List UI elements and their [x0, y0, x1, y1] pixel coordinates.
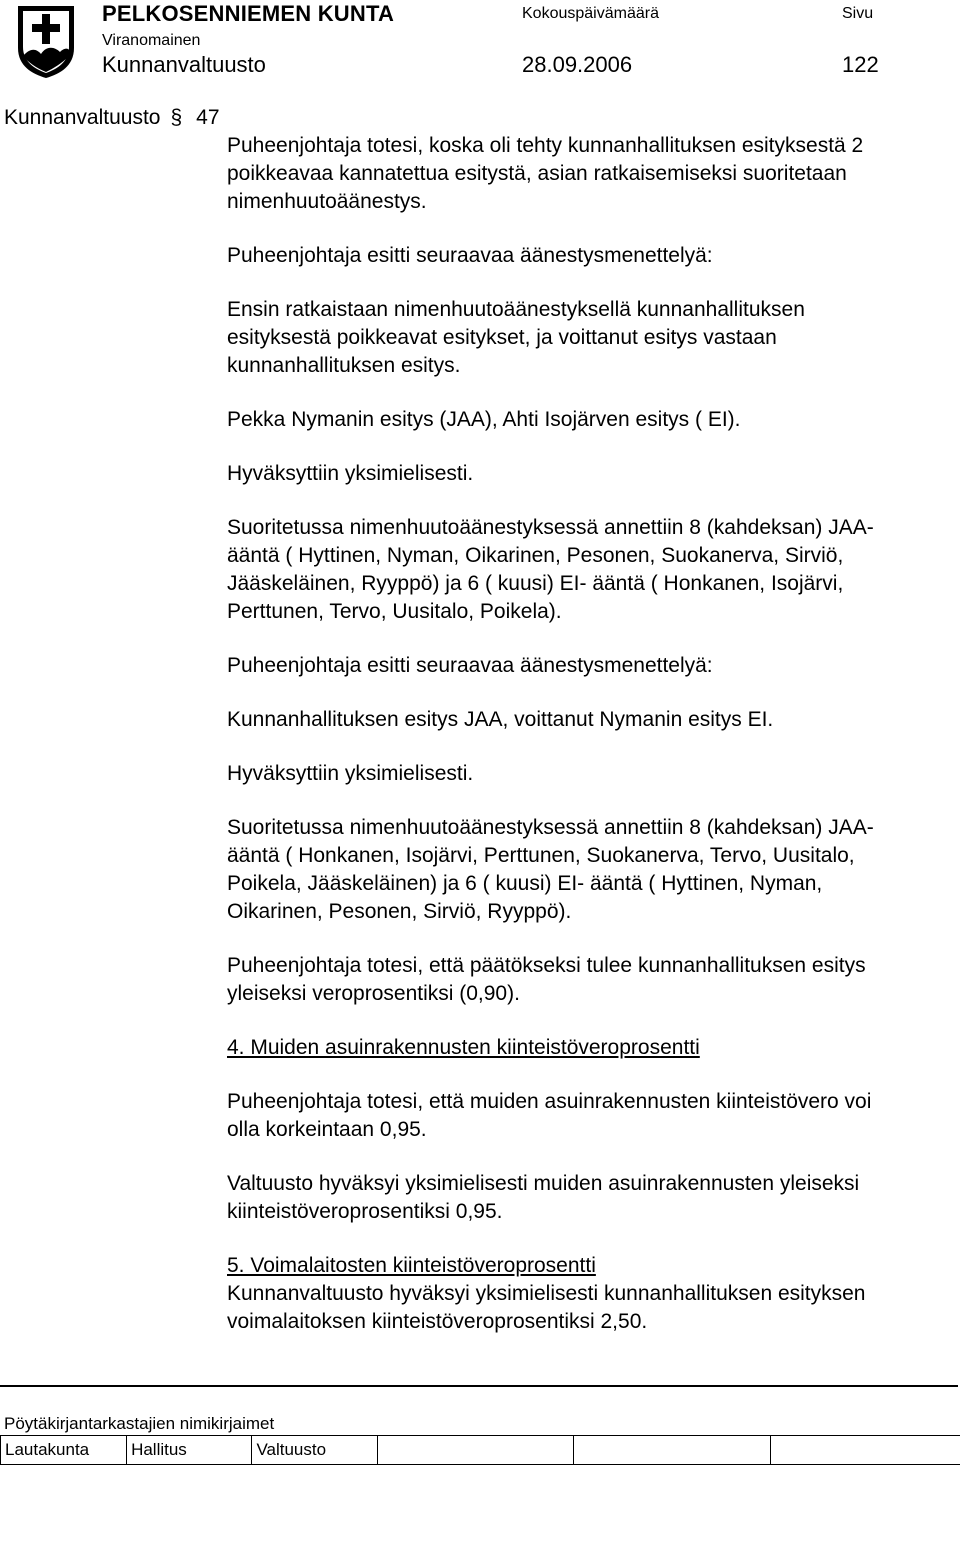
- paragraph: Ensin ratkaistaan nimenhuutoäänestyksellä kunnanhallituksen esityksestä poikkeavat esitykset, ja voittanut esitys vastaan kunnanhallituksen esitys.: [227, 298, 805, 377]
- paragraph: Puheenjohtaja esitti seuraavaa äänestysmenettelyä:: [227, 244, 713, 267]
- section-heading: [4, 106, 220, 130]
- paragraph: Suoritetussa nimenhuutoäänestyksessä annettiin 8 (kahdeksan) JAA- ääntä ( Hyttinen, Nyman, Oikarinen, Pesonen, Suokanerva, Sirviö, Jääskeläinen, Ryyppö) ja 6 ( kuusi) EI- ääntä ( Honkanen, Isojärvi, Perttunen, Tervo, Uusitalo, Poikela).: [227, 516, 874, 623]
- minutes-body: [227, 132, 899, 1362]
- section-symbol: §: [170, 106, 183, 129]
- initials-table: [0, 1435, 960, 1465]
- paragraph: Kunnanhallituksen esitys JAA, voittanut Nymanin esitys EI.: [227, 708, 774, 731]
- table-cell: Hallitus: [127, 1436, 252, 1465]
- table-cell: Valtuusto: [252, 1436, 378, 1465]
- table-cell: [770, 1436, 960, 1465]
- table-cell: [378, 1436, 574, 1465]
- paragraph: Kunnanvaltuusto hyväksyi yksimielisesti kunnanhallituksen esityksen voimalaitoksen kiinteistöveroprosentiksi 2,50.: [227, 1282, 866, 1333]
- page-number: 122: [842, 52, 879, 77]
- authority-value: Kunnanvaltuusto: [102, 52, 266, 77]
- coat-of-arms-logo: [16, 4, 76, 80]
- page-label: Sivu: [842, 5, 874, 22]
- paragraph: Puheenjohtaja totesi, koska oli tehty kunnanhallituksen esityksestä 2 poikkeavaa kannatettua esitystä, asian ratkaisemiseksi suoritetaan nimenhuutoäänestys.: [227, 134, 864, 213]
- paragraph: Hyväksyttiin yksimielisesti.: [227, 762, 474, 785]
- meeting-date: 28.09.2006: [522, 52, 633, 77]
- footer-divider: [0, 1385, 958, 1387]
- paragraph: Suoritetussa nimenhuutoäänestyksessä annettiin 8 (kahdeksan) JAA- ääntä ( Honkanen, Isojärvi, Perttunen, Suokanerva, Tervo, Uusitalo, Poikela, Jääskeläinen) ja 6 ( kuusi) EI- ääntä ( Hyttinen, Nyman, Oikarinen, Pesonen, Sirviö, Ryyppö).: [227, 816, 874, 923]
- paragraph: Puheenjohtaja esitti seuraavaa äänestysmenettelyä:: [227, 654, 713, 677]
- paragraph: Valtuusto hyväksyi yksimielisesti muiden asuinrakennusten yleiseksi kiinteistöveroprosentiksi 0,95.: [227, 1172, 860, 1223]
- footer-title: Pöytäkirjantarkastajien nimikirjaimet: [4, 1414, 275, 1433]
- table-cell: [574, 1436, 770, 1465]
- section-number: 47: [196, 106, 220, 129]
- paragraph: Hyväksyttiin yksimielisesti.: [227, 462, 474, 485]
- paragraph: Puheenjohtaja totesi, että päätökseksi tulee kunnanhallituksen esitys yleiseksi veroprosentiksi (0,90).: [227, 954, 866, 1005]
- subheading-item-4: 4. Muiden asuinrakennusten kiinteistöveroprosentti: [227, 1036, 700, 1059]
- authority-label: Viranomainen: [102, 32, 201, 49]
- table-row: [1, 1436, 960, 1465]
- subheading-item-5: 5. Voimalaitosten kiinteistöveroprosentti: [227, 1254, 596, 1277]
- table-cell: Lautakunta: [1, 1436, 127, 1465]
- meeting-date-label: Kokouspäivämäärä: [522, 5, 659, 22]
- organization-name: PELKOSENNIEMEN KUNTA: [102, 1, 395, 26]
- paragraph: Pekka Nymanin esitys (JAA), Ahti Isojärven esitys ( EI).: [227, 408, 741, 431]
- paragraph: Puheenjohtaja totesi, että muiden asuinrakennusten kiinteistövero voi olla korkeintaan 0,95.: [227, 1090, 872, 1141]
- section-body: Kunnanvaltuusto: [4, 106, 161, 129]
